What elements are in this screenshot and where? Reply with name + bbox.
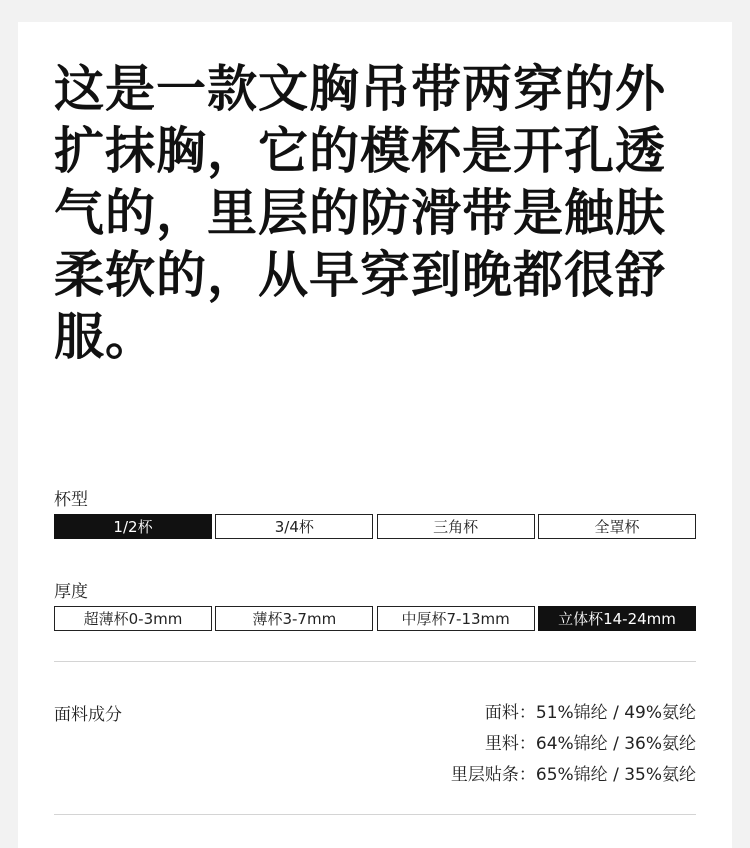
thickness-label: 厚度 — [54, 582, 88, 602]
cup-option-three-quarter[interactable]: 3/4杯 — [215, 514, 373, 539]
bottom-divider — [54, 814, 696, 815]
product-headline: 这是一款文胸吊带两穿的外扩抹胸，它的模杯是开孔透气的，里层的防滑带是触肤柔软的，从早穿到晚都很舒服。 — [54, 60, 666, 366]
thickness-option-ultra-thin[interactable]: 超薄杯0-3mm — [54, 606, 212, 631]
fabric-line-strip: 里层贴条：65%锦纶 / 35%氨纶 — [450, 765, 696, 785]
thickness-option-thin[interactable]: 薄杯3-7mm — [215, 606, 373, 631]
fabric-line-lining: 里料：64%锦纶 / 36%氨纶 — [484, 734, 696, 754]
thickness-options — [54, 606, 696, 631]
cup-type-label: 杯型 — [54, 490, 88, 510]
fabric-composition-label: 面料成分 — [54, 705, 122, 725]
cup-type-options — [54, 514, 696, 539]
section-divider — [54, 661, 696, 662]
thickness-option-medium[interactable]: 中厚杯7-13mm — [377, 606, 535, 631]
cup-option-triangle[interactable]: 三角杯 — [377, 514, 535, 539]
product-info-card — [18, 22, 732, 848]
cup-option-full[interactable]: 全罩杯 — [538, 514, 696, 539]
fabric-line-outer: 面料：51%锦纶 / 49%氨纶 — [484, 703, 696, 723]
cup-option-half[interactable]: 1/2杯 — [54, 514, 212, 539]
thickness-option-3d[interactable]: 立体杯14-24mm — [538, 606, 696, 631]
fabric-composition-list — [451, 698, 696, 791]
